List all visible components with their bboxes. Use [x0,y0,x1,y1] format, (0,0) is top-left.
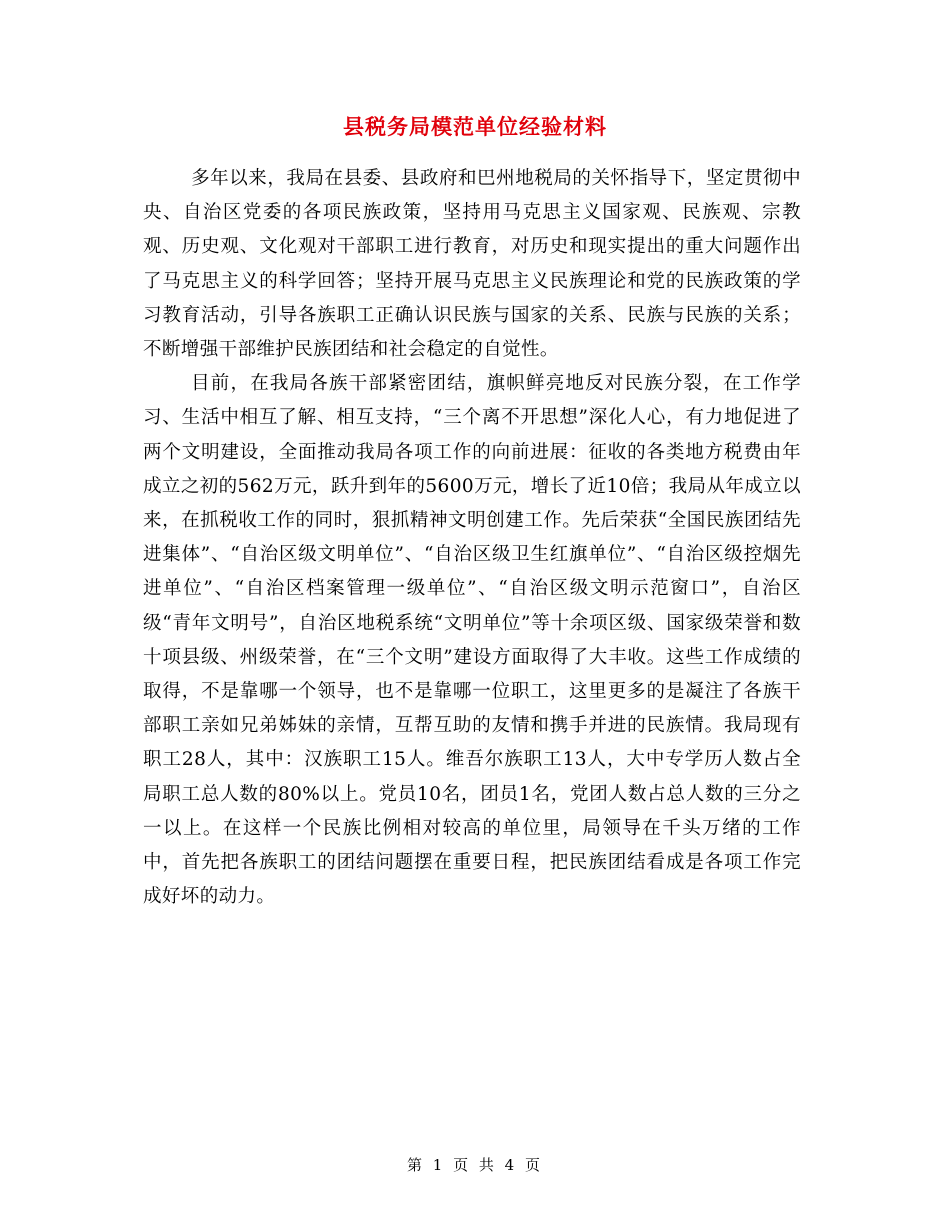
document-body [143,162,801,914]
body-paragraph-1: 多年以来，我局在县委、县政府和巴州地税局的关怀指导下，坚定贯彻中央、自治区党委的各项民族政策，坚持用马克思主义国家观、民族观、宗教观、历史观、文化观对干部职工进行教育，对历史和现实提出的重大问题作出了马克思主义的科学回答；坚持开展马克思主义民族理论和党的民族政策的学习教育活动，引导各族职工正确认识民族与国家的关系、民族与民族的关系；不断增强干部维护民族团结和社会稳定的自觉性。 [143,168,801,361]
page-number-footer: 第 1 页 共 4 页 [407,1156,543,1174]
document-title: 县税务局模范单位经验材料 [343,114,607,139]
body-paragraph-2: 目前，在我局各族干部紧密团结，旗帜鲜亮地反对民族分裂，在工作学习、生活中相互了解、相互支持，“三个离不开思想”深化人心，有力地促进了两个文明建设，全面推动我局各项工作的向前进展：征收的各类地方税费由年成立之初的562万元，跃升到年的5600万元，增长了近10倍；我局从年成立以来，在抓税收工作的同时，狠抓精神文明创建工作。先后荣获“全国民族团结先进集体”、“自治区级文明单位”、“自治区级卫生红旗单位”、“自治区级控烟先进单位”、“自治区档案管理一级单位”、“自治区级文明示范窗口”，自治区级“青年文明号”，自治区地税系统“文明单位”等十余项区级、国家级荣誉和数十项县级、州级荣誉，在“三个文明”建设方面取得了大丰收。这些工作成绩的取得，不是靠哪一个领导，也不是靠哪一位职工，这里更多的是凝注了各族干部职工亲如兄弟姊妹的亲情，互帮互助的友情和携手并进的民族情。我局现有职工28人，其中：汉族职工15人。维吾尔族职工13人，大中专学历人数占全局职工总人数的80%以上。党员10名，团员1名，党团人数占总人数的三分之一以上。在这样一个民族比例相对较高的单位里，局领导在千头万绪的工作中，首先把各族职工的团结问题摆在重要日程，把民族团结看成是各项工作完成好坏的动力。 [143,373,801,908]
